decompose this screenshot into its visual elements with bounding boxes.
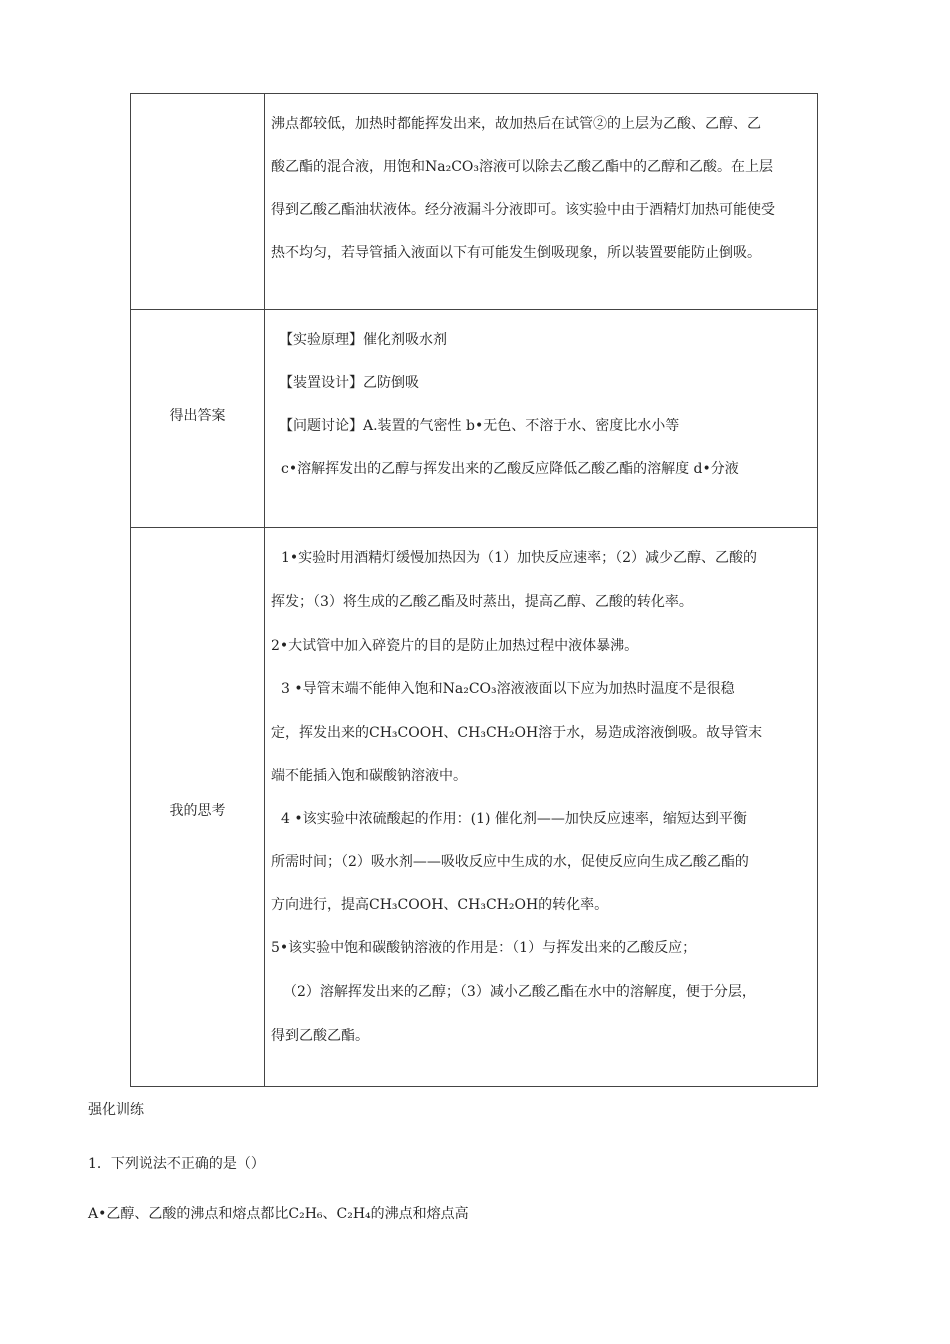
text-line: 挥发；（3）将生成的乙酸乙酯及时蒸出，提高乙醇、乙酸的转化率。 [271,594,693,610]
text-line: 方向进行，提高CH₃COOH、CH₃CH₂OH的转化率。 [271,897,609,913]
table-row-answer [131,309,817,527]
text-line: 5•该实验中饱和碳酸钠溶液的作用是：（1）与挥发出来的乙酸反应； [271,940,697,956]
text-line: 3 •导管末端不能伸入饱和Na₂CO₃溶液液面以下应为加热时温度不是很稳 [281,681,735,697]
text-line: 沸点都较低，加热时都能挥发出来，故加热后在试管②的上层为乙酸、乙醇、乙 [271,116,761,132]
text-line: 得到乙酸乙酯。 [271,1028,369,1044]
text-line: 所需时间；（2）吸水剂——吸收反应中生成的水，促使反应向生成乙酸乙酯的 [271,854,749,870]
text-line: 端不能插入饱和碳酸钠溶液中。 [271,768,467,784]
text-line: 【问题讨论】A.装置的气密性 b•无色、不溶于水、密度比水小等 [279,418,680,434]
text-line: 得到乙酸乙酯油状液体。经分液漏斗分液即可。该实验中由于酒精灯加热可能使受 [271,202,775,218]
row-label-thinking: 我的思考 [169,803,226,819]
text-line: 4 •该实验中浓硫酸起的作用：(1) 催化剂——加快反应速率，缩短达到平衡 [281,811,747,827]
text-line: c•溶解挥发出的乙醇与挥发出来的乙酸反应降低乙酸乙酯的溶解度 d•分液 [281,461,739,477]
question-text: 1．下列说法不正确的是（） [88,1156,265,1172]
content-table [130,93,818,1087]
text-line: 酸乙酯的混合液，用饱和Na₂CO₃溶液可以除去乙酸乙酯中的乙醇和乙酸。在上层 [271,159,774,175]
text-line: 热不均匀，若导管插入液面以下有可能发生倒吸现象，所以装置要能防止倒吸。 [271,245,761,261]
text-line: 【实验原理】催化剂吸水剂 [279,332,447,348]
text-line: 1•实验时用酒精灯缓慢加热因为（1）加快反应速率；（2）减少乙醇、乙酸的 [281,550,757,566]
text-line: 【装置设计】乙防倒吸 [279,375,419,391]
section-heading: 强化训练 [88,1102,144,1118]
row-label-answer: 得出答案 [169,408,226,424]
text-line: 2•大试管中加入碎瓷片的目的是防止加热过程中液体暴沸。 [271,638,639,654]
option-a-text: A•乙醇、乙酸的沸点和熔点都比C₂H₆、C₂H₄的沸点和熔点高 [88,1206,469,1222]
text-line: 定，挥发出来的CH₃COOH、CH₃CH₂OH溶于水，易造成溶液倒吸。故导管末 [271,725,763,741]
table-row-thinking [131,527,817,1088]
table-row-explanation [131,94,817,309]
text-line: （2）溶解挥发出来的乙醇；（3）减小乙酸乙酯在水中的溶解度，便于分层， [283,984,756,1000]
